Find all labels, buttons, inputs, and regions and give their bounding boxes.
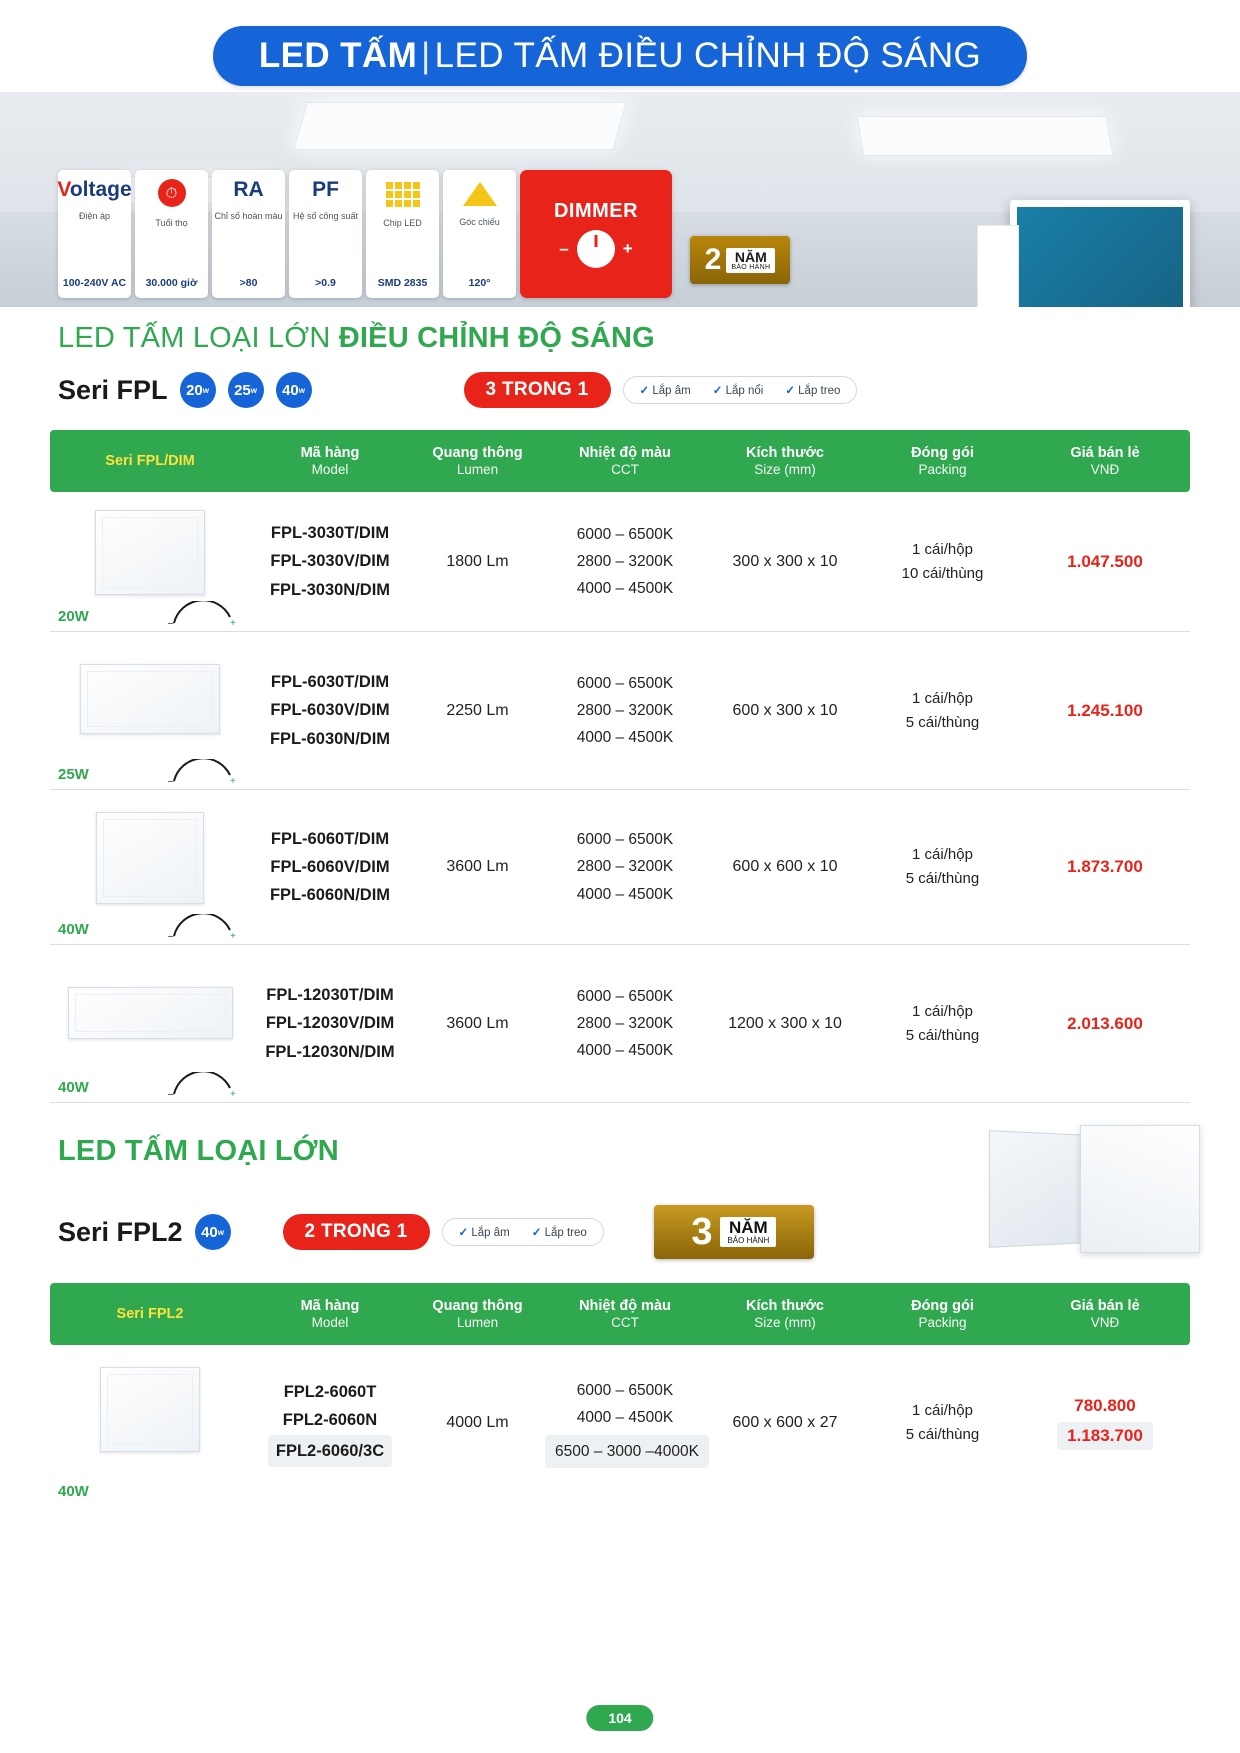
row4-models: [250, 981, 410, 1065]
col2-cct: [545, 1297, 705, 1332]
svg-text:+: +: [230, 931, 236, 940]
combo-pill-3in1: 3 TRONG 1: [464, 372, 611, 408]
col2-packing-t2: Packing: [918, 1314, 967, 1330]
col2-model-t2: Model: [311, 1314, 349, 1330]
col-seri-t1: Seri FPL/DIM: [105, 452, 195, 469]
header-title-bold: LED TẤM: [258, 36, 418, 75]
row2-cct: [545, 670, 705, 751]
row2-model-2: FPL-6030V/DIM: [270, 701, 390, 720]
fpl2-packing-2: 5 cái/thùng: [905, 1425, 980, 1443]
warranty-word: NĂM: [734, 248, 767, 265]
row3-cct-2: 2800 – 3200K: [576, 858, 674, 876]
fpl2-watt-label: 40W: [58, 1483, 89, 1500]
row4-model-2: FPL-12030V/DIM: [265, 1014, 395, 1033]
warranty3-word: NĂM: [729, 1218, 768, 1237]
row2-price: 1.245.100: [1067, 700, 1143, 720]
led-chip-icon: [386, 182, 420, 207]
col-size: [705, 444, 865, 479]
fpl2-thumb-cell: [50, 1345, 250, 1500]
clock-icon: ⏱: [158, 179, 186, 207]
row1-model-3: FPL-3030N/DIM: [269, 580, 391, 599]
col2-cct-t2: CCT: [611, 1314, 639, 1330]
watt-badge-40-fpl2: 40 w: [195, 1214, 231, 1250]
col2-seri-t1: Seri FPL2: [116, 1305, 184, 1322]
col-model-t1: Mã hàng: [300, 444, 360, 461]
row2-packing-2: 5 cái/thùng: [905, 713, 980, 731]
mount-options-1: [623, 376, 858, 404]
spec-icon-strip: [58, 170, 790, 298]
dimmer-minus: –: [559, 239, 569, 258]
dimmer-plus: +: [622, 239, 633, 258]
fpl2-cct: [545, 1377, 705, 1468]
fpl2-cct-2: 4000 – 4500K: [576, 1408, 674, 1426]
fpl2-price-3c: 1.183.700: [1057, 1422, 1153, 1450]
spec-voltage-value: 100-240V AC: [62, 277, 127, 289]
col-packing-t2: Packing: [918, 461, 967, 477]
fpl2-product-photo: [990, 1125, 1200, 1255]
row2-cct-3: 4000 – 4500K: [576, 729, 674, 747]
row1-models: [250, 519, 410, 603]
row3-price: 1.873.700: [1067, 857, 1143, 876]
col-packing-t1: Đóng gói: [911, 444, 974, 461]
pf-icon: PF: [312, 178, 339, 201]
col-model-t2: Model: [311, 461, 349, 477]
warranty-text: [726, 248, 775, 273]
fpl2-price-cell: [1020, 1396, 1190, 1450]
row2-models: [250, 668, 410, 752]
header-title-rest: LED TẤM ĐIỀU CHỈNH ĐỘ SÁNG: [434, 36, 982, 75]
col2-lumen-t2: Lumen: [456, 1314, 499, 1330]
ra-icon: RA: [233, 178, 264, 201]
svg-text:–: –: [168, 776, 174, 785]
table-row[interactable]: [50, 790, 1190, 945]
row1-packing-1: 1 cái/hộp: [912, 540, 973, 558]
row2-packing: [865, 687, 1020, 735]
section1-seri-row: [58, 372, 857, 408]
watt-badge-25: 25 w: [228, 372, 264, 408]
row2-model-1: FPL-6030T/DIM: [270, 673, 390, 692]
fpl2-packing: [865, 1399, 1020, 1447]
row3-cct-3: 4000 – 4500K: [576, 885, 674, 903]
warranty3-sub: BẢO HÀNH: [727, 1236, 770, 1245]
row1-cct-3: 4000 – 4500K: [576, 580, 674, 598]
warranty-years: 2: [704, 243, 722, 276]
col2-lumen: [410, 1297, 545, 1332]
row2-watt-label: 25W: [58, 766, 89, 783]
watt-badge-40-fpl2-value: 40: [201, 1223, 218, 1241]
mount-option-lap-am-2: ✓ Lắp âm: [459, 1225, 510, 1239]
row4-cct: [545, 983, 705, 1064]
row2-lumen: 2250 Lm: [446, 701, 509, 719]
spec-ra-label: Chỉ số hoàn màu: [214, 211, 283, 221]
row4-thumb-cell: [50, 945, 250, 1102]
product-thumbnail: [95, 510, 205, 595]
spec-lifetime: [135, 170, 208, 298]
col-cct: [545, 444, 705, 479]
voltage-word: oltage: [69, 178, 132, 201]
dimmer-knob-group: [559, 230, 632, 268]
beam-angle-icon: [463, 182, 497, 206]
row1-model-1: FPL-3030T/DIM: [270, 524, 390, 543]
col2-size-t2: Size (mm): [754, 1314, 816, 1330]
row4-cct-1: 6000 – 6500K: [576, 987, 674, 1005]
svg-text:+: +: [230, 1089, 236, 1098]
row1-model-2: FPL-3030V/DIM: [270, 552, 390, 571]
row3-lumen: 3600 Lm: [446, 858, 509, 875]
row4-model-3: FPL-12030N/DIM: [265, 1042, 395, 1061]
col-price-t1: Giá bán lẻ: [1070, 444, 1140, 461]
spec-ra: [212, 170, 285, 298]
spec-pf-value: >0.9: [315, 277, 336, 289]
fpl2-cct-3c: 6500 – 3000 –4000K: [545, 1435, 709, 1468]
col-seri: [50, 452, 250, 470]
col2-packing-t1: Đóng gói: [911, 1297, 974, 1314]
mount-option-lap-treo: ✓ Lắp treo: [785, 383, 840, 397]
ceiling-panel-1: [293, 102, 627, 150]
warranty-sub: BẢO HÀNH: [731, 263, 771, 271]
watt-badge-20: 20 w: [180, 372, 216, 408]
warranty3-text: [720, 1217, 776, 1247]
spec-chip-label: Chip LED: [383, 218, 422, 228]
col2-size-t1: Kích thước: [745, 1297, 824, 1314]
fpl2-model-3c: FPL2-6060/3C: [268, 1435, 392, 1467]
row2-model-3: FPL-6030N/DIM: [269, 729, 391, 748]
product-thumbnail: [80, 664, 220, 734]
spec-lifetime-value: 30.000 giờ: [145, 277, 198, 289]
combo-pill-2in1: 2 TRONG 1: [283, 1214, 430, 1250]
row2-thumb-cell: [50, 632, 250, 789]
row3-packing: [865, 843, 1020, 891]
row1-thumb-cell: [50, 492, 250, 631]
mount-option-lap-treo-2: ✓ Lắp treo: [532, 1225, 587, 1239]
row1-price: 1.047.500: [1067, 551, 1143, 571]
row4-packing: [865, 1000, 1020, 1048]
col-cct-t1: Nhiệt độ màu: [579, 444, 671, 461]
fpl2-price: 780.800: [1074, 1395, 1136, 1415]
row1-packing: [865, 538, 1020, 586]
section2-seri-name: Seri FPL2: [58, 1216, 183, 1247]
col-packing: [865, 444, 1020, 479]
col2-price: [1020, 1297, 1190, 1332]
row2-packing-1: 1 cái/hộp: [912, 689, 973, 707]
spec-beam-value: 120°: [468, 277, 491, 289]
row4-size: 1200 x 300 x 10: [728, 1014, 842, 1032]
watt-badge-25-value: 25: [234, 381, 251, 399]
table-row[interactable]: [50, 945, 1190, 1103]
col2-lumen-t1: Quang thông: [432, 1297, 523, 1314]
voltage-icon: [57, 179, 131, 200]
fpl2-table-header: [50, 1283, 1190, 1345]
row4-price: 2.013.600: [1067, 1013, 1143, 1033]
table-row[interactable]: [50, 1345, 1190, 1500]
spec-ra-value: >80: [239, 277, 258, 289]
svg-text:–: –: [168, 618, 174, 627]
product-thumbnail: [96, 812, 204, 904]
section1-title-part2: ĐIỀU CHỈNH ĐỘ SÁNG: [338, 322, 655, 354]
mount-option-lap-noi: ✓ Lắp nổi: [713, 383, 764, 397]
row4-lumen: 3600 Lm: [446, 1014, 509, 1032]
row4-packing-1: 1 cái/hộp: [912, 1002, 973, 1020]
col-price: [1020, 444, 1190, 479]
row3-cct-1: 6000 – 6500K: [576, 831, 674, 849]
svg-text:+: +: [230, 618, 236, 627]
page-header: [0, 20, 1240, 92]
spec-voltage: [58, 170, 131, 298]
col2-model-t1: Mã hàng: [300, 1297, 360, 1314]
row3-model-3: FPL-6060N/DIM: [269, 886, 391, 905]
col-size-t2: Size (mm): [754, 461, 816, 477]
dimmer-arc-icon: [168, 601, 240, 627]
col-lumen-t2: Lumen: [456, 461, 499, 477]
col2-price-t1: Giá bán lẻ: [1070, 1297, 1140, 1314]
col-lumen-t1: Quang thông: [432, 444, 523, 461]
warranty-badge-2y: [690, 236, 790, 284]
col2-model: [250, 1297, 410, 1332]
row1-lumen: 1800 Lm: [446, 552, 509, 570]
svg-text:–: –: [168, 1089, 174, 1098]
watt-badge-20-value: 20: [186, 381, 203, 399]
table-row[interactable]: [50, 632, 1190, 790]
dimmer-arc-icon: [168, 759, 240, 785]
row1-cct: [545, 521, 705, 602]
row1-cct-2: 2800 – 3200K: [576, 552, 674, 570]
row4-packing-2: 5 cái/thùng: [905, 1026, 980, 1044]
mount-options-2: [442, 1218, 604, 1246]
warranty-badge-3y: [654, 1205, 814, 1259]
dimmer-knob-icon: [577, 230, 615, 268]
spec-pf: [289, 170, 362, 298]
product-thumbnail: [68, 987, 233, 1039]
svg-text:+: +: [230, 776, 236, 785]
spec-beam-angle: [443, 170, 516, 298]
spec-pf-label: Hệ số công suất: [292, 211, 359, 221]
mount-option-lap-am: ✓ Lắp âm: [640, 383, 691, 397]
col-model: [250, 444, 410, 479]
row2-cct-1: 6000 – 6500K: [576, 674, 674, 692]
fpl-dim-table: [50, 430, 1190, 1103]
row4-model-1: FPL-12030T/DIM: [266, 986, 394, 1005]
row4-cct-3: 4000 – 4500K: [576, 1042, 674, 1060]
col2-size: [705, 1297, 865, 1332]
table-row[interactable]: [50, 492, 1190, 632]
hero-product-panel: [1010, 200, 1190, 307]
spec-voltage-label: Điện áp: [78, 211, 111, 221]
row4-watt-label: 40W: [58, 1079, 89, 1096]
row3-cct: [545, 826, 705, 907]
watt-badge-40: 40 w: [276, 372, 312, 408]
row3-models: [250, 825, 410, 909]
fpl2-packing-1: 1 cái/hộp: [912, 1401, 973, 1419]
dimmer-label: DIMMER: [553, 200, 639, 222]
row1-cct-1: 6000 – 6500K: [576, 525, 674, 543]
fpl2-cct-1: 6000 – 6500K: [576, 1381, 674, 1399]
row2-size: 600 x 300 x 10: [732, 701, 838, 719]
row1-size: 300 x 300 x 10: [732, 552, 838, 570]
row4-cct-2: 2800 – 3200K: [576, 1014, 674, 1032]
row2-cct-2: 2800 – 3200K: [576, 701, 674, 719]
section1-title: [58, 322, 655, 355]
row3-watt-label: 40W: [58, 921, 89, 938]
col2-cct-t1: Nhiệt độ màu: [579, 1297, 671, 1314]
spec-chip: [366, 170, 439, 298]
col2-packing: [865, 1297, 1020, 1332]
row3-thumb-cell: [50, 790, 250, 944]
dimmer-arc-icon: [168, 1072, 240, 1098]
row3-packing-2: 5 cái/thùng: [905, 870, 980, 887]
spec-lifetime-label: Tuổi thọ: [155, 218, 188, 228]
fpl2-model-1: FPL2-6060T: [283, 1383, 377, 1402]
row1-packing-2: 10 cái/thùng: [901, 564, 984, 582]
dimmer-arc-icon: [168, 914, 240, 940]
fpl2-table: [50, 1283, 1190, 1500]
dimmer-badge: [520, 170, 672, 298]
col-cct-t2: CCT: [611, 461, 639, 477]
row3-size: 600 x 600 x 10: [732, 858, 838, 875]
watt-badge-40-value: 40: [282, 381, 299, 399]
section2-seri-row: [58, 1205, 814, 1259]
section1-seri-name: Seri FPL: [58, 374, 168, 405]
product-thumbnail: [100, 1367, 200, 1452]
row3-model-1: FPL-6060T/DIM: [270, 829, 390, 848]
row3-packing-1: 1 cái/hộp: [912, 846, 973, 863]
col-price-t2: VNĐ: [1090, 461, 1120, 477]
row3-model-2: FPL-6060V/DIM: [270, 857, 390, 876]
fpl2-size: 600 x 600 x 27: [732, 1413, 838, 1431]
col2-price-t2: VNĐ: [1090, 1314, 1120, 1330]
section1-title-part1: LED TẤM LOẠI LỚN: [58, 322, 339, 354]
col-size-t1: Kích thước: [745, 444, 824, 461]
voltage-v-letter: V: [57, 178, 70, 201]
col2-seri: [50, 1305, 250, 1323]
fpl-dim-table-header: [50, 430, 1190, 492]
page-number: 104: [586, 1705, 653, 1731]
warranty3-years: 3: [691, 1211, 713, 1253]
fpl2-photo-front: [1080, 1125, 1200, 1253]
section2-title: LED TẤM LOẠI LỚN: [58, 1135, 339, 1167]
header-separator: |: [421, 36, 431, 75]
spec-beam-label: Góc chiếu: [459, 217, 500, 227]
col-lumen: [410, 444, 545, 479]
ceiling-panel-2: [856, 116, 1113, 156]
svg-text:–: –: [168, 931, 174, 940]
header-title-pill: [213, 26, 1027, 86]
spec-chip-value: SMD 2835: [377, 277, 428, 289]
fpl2-model-2: FPL2-6060N: [282, 1411, 378, 1430]
fpl2-lumen: 4000 Lm: [446, 1413, 509, 1431]
row1-watt-label: 20W: [58, 608, 89, 625]
fpl2-models: [250, 1378, 410, 1466]
